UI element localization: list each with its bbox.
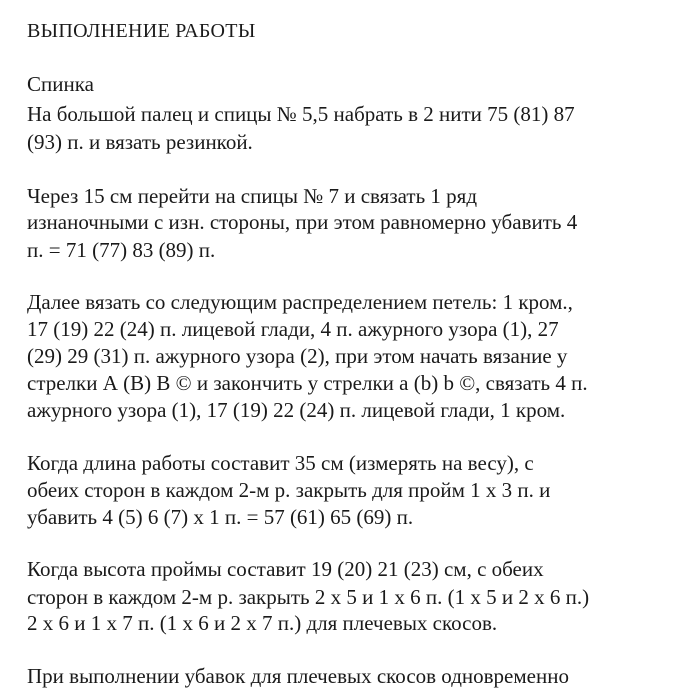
text-line: (93) п. и вязать резинкой. (27, 130, 253, 154)
text-line: 17 (19) 22 (24) п. лицевой глади, 4 п. ажурного узора (1), 27 (27, 317, 559, 341)
text-line: Через 15 см перейти на спицы № 7 и связать 1 ряд (27, 184, 478, 208)
text-line: При выполнении убавок для плечевых скосов одновременно (27, 664, 569, 688)
text-line: На большой палец и спицы № 5,5 набрать в 2 нити 75 (81) 87 (27, 102, 575, 126)
text-line: Далее вязать со следующим распределением петель: 1 кром., (27, 290, 573, 314)
text-line: п. = 71 (77) 83 (89) п. (27, 238, 216, 262)
text-line: Когда длина работы составит 35 см (измерять на весу), с (27, 451, 534, 475)
text-line: (29) 29 (31) п. ажурного узора (2), при этом начать вязание у (27, 344, 568, 368)
text-line: сторон в каждом 2-м р. закрыть 2 х 5 и 1 х 6 п. (1 х 5 и 2 х 6 п.) (27, 585, 590, 609)
section-title: Спинка (27, 72, 94, 96)
text-line: ажурного узора (1), 17 (19) 22 (24) п. лицевой глади, 1 кром. (27, 398, 566, 422)
text-line: изнаночными с изн. стороны, при этом равномерно убавить 4 (27, 210, 578, 234)
text-line: стрелки А (В) В © и закончить у стрелки а (b) b ©, связать 4 п. (27, 371, 588, 395)
text-line: 2 х 6 и 1 х 7 п. (1 х 6 и 2 х 7 п.) для плечевых скосов. (27, 611, 498, 635)
text-line: убавить 4 (5) 6 (7) х 1 п. = 57 (61) 65 (69) п. (27, 505, 414, 529)
text-line: обеих сторон в каждом 2-м р. закрыть для пройм 1 х 3 п. и (27, 478, 551, 502)
text-line: Когда высота проймы составит 19 (20) 21 (23) см, с обеих (27, 557, 544, 581)
page-heading: ВЫПОЛНЕНИЕ РАБОТЫ (27, 20, 256, 42)
